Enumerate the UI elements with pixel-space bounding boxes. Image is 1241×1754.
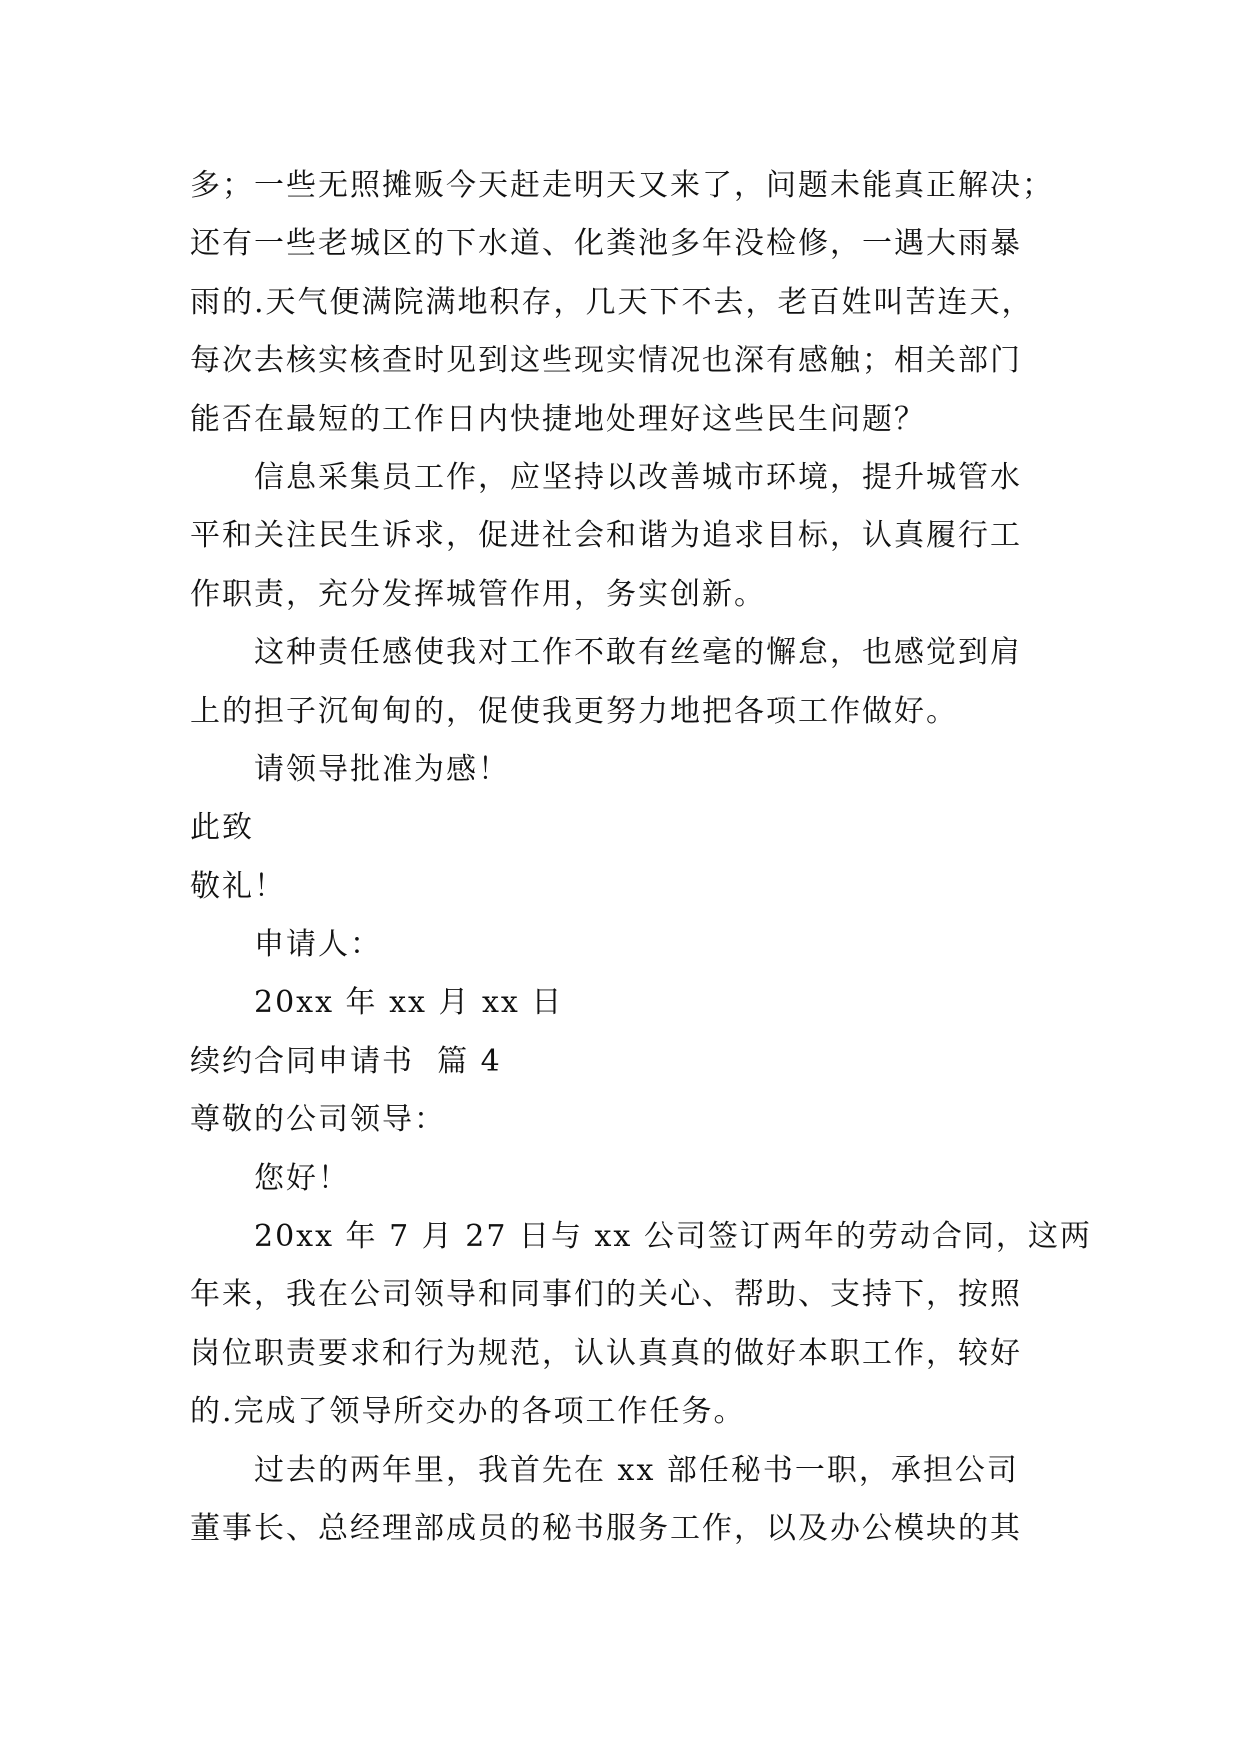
date-line: 20xx 年 xx 月 xx 日 [254,985,564,1021]
text-line: 雨的.天气便满院满地积存，几天下不去，老百姓叫苦连天， [190,284,1034,320]
text-line: 能否在最短的工作日内快捷地处理好这些民生问题？ [190,401,926,437]
text-line: 还有一些老城区的下水道、化粪池多年没检修，一遇大雨暴 [190,226,1022,262]
text-line: 的.完成了领导所交办的各项工作任务。 [190,1394,746,1430]
closing-request-line: 请领导批准为感！ [254,751,510,787]
text-line: 董事长、总经理部成员的秘书服务工作，以及办公模块的其 [190,1510,1022,1546]
applicant-line: 申请人： [254,927,382,963]
text-line: 作职责，充分发挥城管作用，务实创新。 [190,576,766,612]
text-line: 多；一些无照摊贩今天赶走明天又来了，问题未能真正解决； [190,168,1054,203]
paragraph-start-line: 过去的两年里，我首先在 xx 部任秘书一职，承担公司 [254,1452,1019,1488]
greeting-line: 您好！ [254,1160,350,1196]
document-body [190,157,1092,1558]
salutation-line: 敬礼！ [190,868,286,904]
greeting-line: 尊敬的公司领导： [190,1102,446,1138]
paragraph-start-line: 这种责任感使我对工作不敢有丝毫的懈怠，也感觉到肩 [254,635,1022,671]
text-line: 年来，我在公司领导和同事们的关心、帮助、支持下，按照 [190,1277,1022,1313]
paragraph-start-line: 20xx 年 7 月 27 日与 xx 公司签订两年的劳动合同，这两 [254,1219,1092,1255]
salutation-line: 此致 [190,810,254,846]
paragraph-start-line: 信息采集员工作，应坚持以改善城市环境，提升城管水 [254,459,1022,495]
text-line: 每次去核实核查时见到这些现实情况也深有感触；相关部门 [190,343,1022,379]
section-heading: 续约合同申请书 篇 4 [190,1043,502,1079]
text-line: 上的担子沉甸甸的，促使我更努力地把各项工作做好。 [190,693,958,729]
text-line: 平和关注民生诉求，促进社会和谐为追求目标，认真履行工 [190,518,1022,554]
text-line: 岗位职责要求和行为规范，认认真真的做好本职工作，较好 [190,1335,1022,1371]
